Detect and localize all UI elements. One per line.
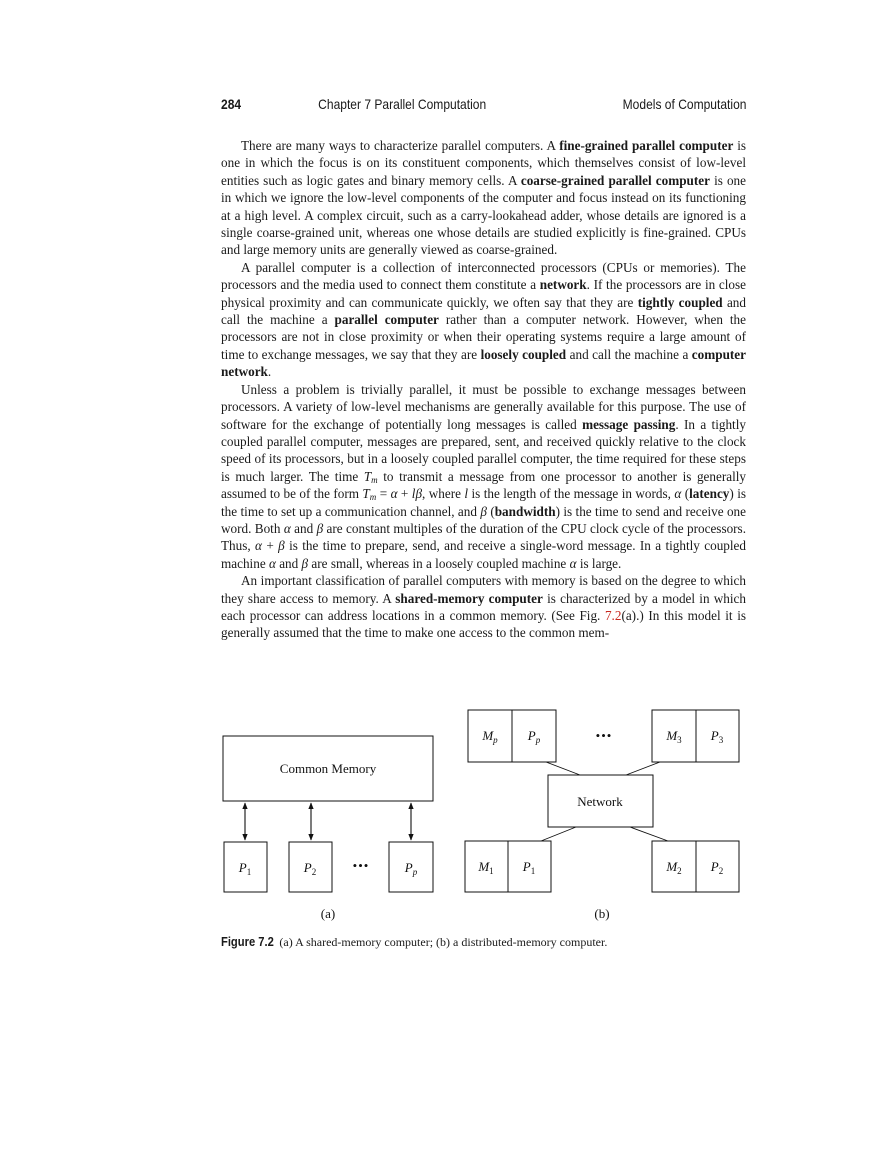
term-latency: latency <box>689 486 730 502</box>
common-memory-label: Common Memory <box>279 761 377 776</box>
label-mp: $M_p$ <box>482 728 498 745</box>
label-p1: $P_1$ <box>522 859 536 876</box>
term-parallel-computer: parallel computer <box>334 312 439 328</box>
panel-b <box>465 710 739 921</box>
paragraph-4: An important classification of parallel computers with memory is based on the degree to which they share access to memory. A shared-memory computer is characterized by a model in which each processor can address locations in a common memory. (See Fig. 7.2(a).) In this model it is generally assumed that the time to make one access to the common mem- <box>221 573 746 641</box>
processor-label-2: $P_2$ <box>303 860 317 877</box>
ellipsis-dots-b: ••• <box>595 728 613 743</box>
paragraph-1: There are many ways to characterize parallel computers. A fine-grained parallel computer is one in which the focus is on its constituent components, which themselves consist of low-level entities such as logic gates and binary memory cells. A coarse-grained parallel computer is one in which we ignore the low-level components of the computer and focus instead on its functioning at a high level. A complex circuit, such as a carry-lookahead adder, whose details are ignored is a single coarse-grained unit, whereas one whose details are studied explicitly is fine-grained. CPUs and large memory units are generally viewed as coarse-grained. <box>221 138 747 258</box>
label-p3: $P_3$ <box>710 728 724 745</box>
link-top-right <box>626 762 660 775</box>
term-shared-memory: shared-memory computer <box>395 590 543 606</box>
figure-reference-link[interactable]: 7.2 <box>604 607 622 623</box>
term-fine-grained: fine-grained parallel computer <box>559 138 734 153</box>
ellipsis-dots-a: ••• <box>352 858 370 873</box>
label-m3: $M_3$ <box>666 728 682 745</box>
page-number: 284 <box>221 96 242 112</box>
term-message-passing: message passing <box>582 416 676 432</box>
term-bandwidth: bandwidth <box>494 503 556 519</box>
label-m2: $M_2$ <box>666 859 682 876</box>
panel-b-label: (b) <box>594 906 610 921</box>
chapter-title: Chapter 7 Parallel Computation <box>318 96 487 112</box>
panel-a <box>223 736 433 921</box>
label-p2: $P_2$ <box>710 859 724 876</box>
term-tightly-coupled: tightly coupled <box>637 294 723 310</box>
paragraph-3: Unless a problem is trivially parallel, it must be possible to exchange messages between processors. A variety of low-level mechanisms are generally available for this purpose. The use of software for the exchange of potentially long messages is called message passing. In a tightly coupled parallel computer, messages are prepared, sent, and received quickly relative to the clock speed of its processors, but in a loosely coupled parallel computer, the time required for these steps is much larger. The time $T_m$ to transmit a message from one processor to another is generally assumed to be of the form $T_m = \alpha + l\beta$, where l is the length of the message in words, α (latency) is the time to set up a communication channel, and β (bandwidth) is the time to send and receive one word. Both α and β are constant multiples of the duration of the CPU clock cycle of the processors. Thus, α + β is the time to prepare, send, and receive a single-word message. In a tightly coupled machine α and β are small, whereas in a loosely coupled machine α is large. <box>221 381 747 571</box>
link-bottom-right <box>630 827 668 841</box>
term-coarse-grained: coarse-grained parallel computer <box>520 172 710 188</box>
term-computer-network: computer network <box>221 346 746 380</box>
panel-a-label: (a) <box>320 906 336 921</box>
term-network: network <box>539 277 587 293</box>
paragraph-2: A parallel computer is a collection of interconnected processors (CPUs or memories). The processors and the media used to connect them constitute a network. If the processors are in close physical proximity and can communicate quickly, we often say that they are tightly coupled and call the machine a parallel computer rather than a computer network. However, when the processors are not in close proximity or when their operating systems require a large amount of time to exchange messages, we say that they are loosely coupled and call the machine a computer network. <box>221 259 746 380</box>
figure-caption <box>221 934 607 950</box>
caption-text: (a) A shared-memory computer; (b) a distributed-memory computer. <box>279 935 608 949</box>
caption-label: Figure 7.2 <box>221 934 274 949</box>
label-pp: $P_p$ <box>527 728 541 745</box>
link-bottom-left <box>541 827 576 841</box>
processor-label-p: $P_p$ <box>404 860 418 877</box>
processor-label-1: $P_1$ <box>238 860 252 877</box>
term-loosely-coupled: loosely coupled <box>480 346 567 362</box>
link-top-left <box>546 762 580 775</box>
label-m1: $M_1$ <box>478 859 494 876</box>
section-title: Models of Computation <box>622 96 747 112</box>
network-label: Network <box>577 794 623 809</box>
